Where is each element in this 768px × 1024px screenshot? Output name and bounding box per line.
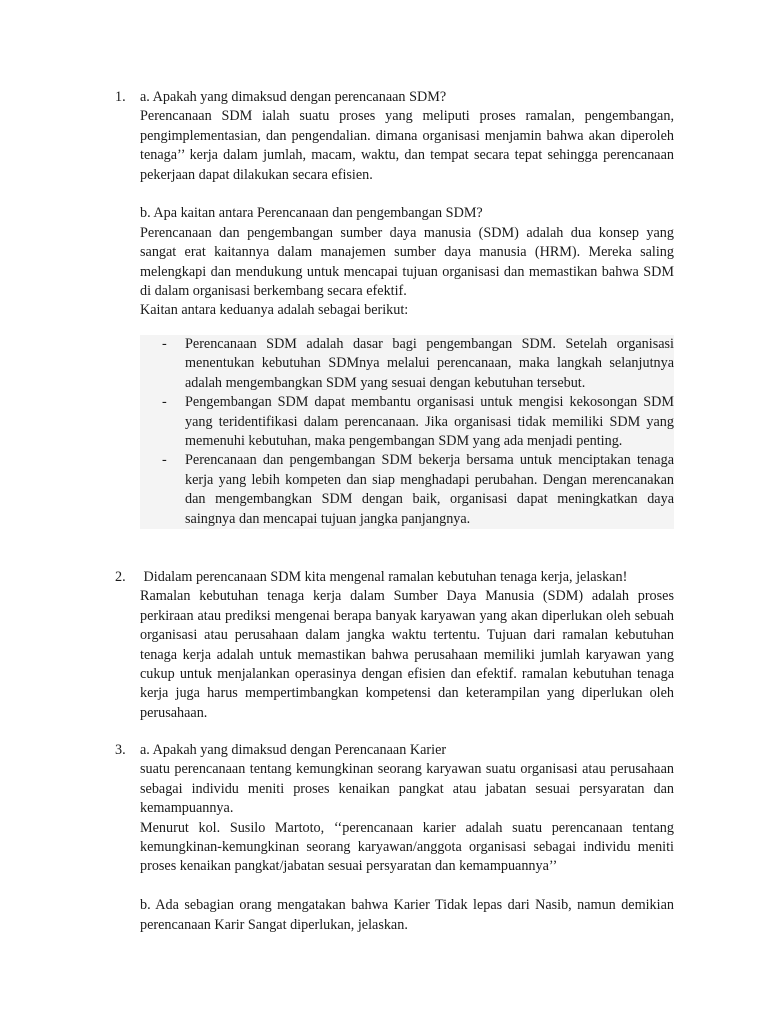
answer-3a-quote: Menurut kol. Susilo Martoto, ‘‘perencanaan karier adalah suatu perencanaan tentang kemungkinan-kemungkinan seorang karyawan/anggota organisasi sebagai individu meniti proses kenaikan pangkat/jabatan sesuai persyaratan dan kemampuannya’’ (140, 819, 674, 875)
question-number: 1. (115, 89, 126, 105)
question-2-text: Didalam perencanaan SDM kita mengenal ramalan kebutuhan tenaga kerja, jelaskan! (140, 569, 628, 585)
bullet-text: Perencanaan dan pengembangan SDM bekerja bersama untuk menciptakan tenaga kerja yang lebih kompeten dan siap menghadapi perubahan. Dengan merencanakan dan mengembangkan SDM dengan baik, organisasi dapat meningkatkan daya saingnya dan mencapai tujuan jangka panjangnya. (185, 452, 674, 527)
answer-3a-text: suatu perencanaan tentang kemungkinan seorang karyawan suatu organisasi atau perusahaan sebagai individu meniti proses kenaikan pangkat atau jabatan sesuai persyaratan dan kemampuannya. (140, 761, 674, 817)
list-item (140, 335, 674, 393)
answer-1b-text: Perencanaan dan pengembangan sumber daya manusia (SDM) adalah dua konsep yang sangat erat kaitannya dalam manajemen sumber daya manusia (HRM). Mereka saling melengkapi dan mendukung untuk mencapai tujuan organisasi dan memastikan bahwa SDM di dalam organisasi berkembang secara efektif. (140, 224, 674, 300)
question-2-body (140, 568, 674, 723)
question-number: 3. (115, 742, 126, 758)
question-3-body (140, 741, 674, 935)
question-1a-text: a. Apakah yang dimaksud dengan perencanaan SDM? (140, 89, 447, 105)
answer-2-text: Ramalan kebutuhan tenaga kerja dalam Sumber Daya Manusia (SDM) adalah proses perkiraan atau prediksi mengenai berapa banyak karyawan yang akan diperlukan oleh sebuah organisasi atau perusahaan dalam jangka waktu tertentu. Tujuan dari ramalan kebutuhan tenaga kerja adalah untuk memastikan bahwa perusahaan memiliki jumlah karyawan yang cukup untuk menjalankan operasinya dengan efisien dan efektif. ramalan kebutuhan tenaga kerja juga harus mempertimbangkan kompetensi dan keterampilan yang diperlukan oleh perusahaan. (140, 588, 674, 721)
question-1-body (140, 88, 674, 321)
answer-1a-text: Perencanaan SDM ialah suatu proses yang meliputi proses ramalan, pengembangan, pengimplementasian, dan pengendalian. dimana organisasi menjamin bahwa akan diperoleh tenaga’’ kerja dalam jumlah, macam, waktu, dan tempat secara tepat sehingga perencanaan pekerjaan dapat dilakukan secara efisien. (140, 108, 674, 183)
bullet-text: Perencanaan SDM adalah dasar bagi pengembangan SDM. Setelah organisasi menentukan kebutuhan SDMnya melalui perencanaan, maka langkah selanjutnya adalah mengembangkan SDM yang sesuai dengan kebutuhan tersebut. (185, 336, 674, 391)
bullet-list (140, 335, 674, 529)
bullet-text: Pengembangan SDM dapat membantu organisasi untuk mengisi kekosongan SDM yang teridentifikasi dalam perencanaan. Jika organisasi tidak memiliki SDM yang memenuhi kebutuhan, maka pengembangan SDM yang ada menjadi penting. (185, 394, 674, 450)
bullet-dash: - (162, 336, 167, 352)
list-item (140, 393, 674, 451)
list-item (140, 451, 674, 529)
question-3a-text: a. Apakah yang dimaksud dengan Perencanaan Karier (140, 742, 447, 758)
question-number: 2. (115, 569, 126, 585)
bullet-dash: - (162, 394, 167, 411)
bullet-dash: - (162, 452, 167, 469)
answer-1b-intro: Kaitan antara keduanya adalah sebagai berikut: (140, 302, 409, 319)
question-1b-text: b. Apa kaitan antara Perencanaan dan pengembangan SDM? (140, 205, 483, 222)
question-3b-text: b. Ada sebagian orang mengatakan bahwa Karier Tidak lepas dari Nasib, namun demikian perencanaan Karir Sangat diperlukan, jelaskan. (140, 897, 674, 933)
